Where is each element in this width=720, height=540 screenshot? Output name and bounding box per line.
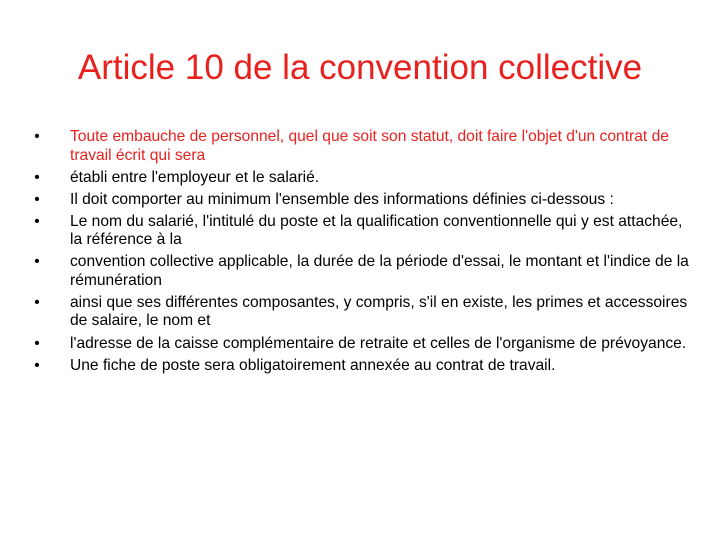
bullet-icon: • — [34, 190, 40, 208]
bullet-icon: • — [34, 212, 40, 230]
bullet-text: Le nom du salarié, l'intitulé du poste et la qualification conventionnelle qui y est attachée, la référence à la — [70, 212, 683, 249]
bullet-item — [30, 335, 690, 354]
bullet-icon: • — [34, 293, 40, 311]
bullet-item — [30, 213, 690, 250]
bullet-icon: • — [34, 128, 40, 145]
bullet-icon: • — [34, 253, 40, 271]
bullet-text: établi entre l'employeur et le salarié. — [70, 168, 320, 186]
bullet-icon: • — [34, 356, 40, 374]
bullet-item — [30, 357, 690, 376]
bullet-icon: • — [34, 334, 40, 352]
bullet-icon: • — [34, 168, 40, 186]
bullet-item — [30, 253, 690, 290]
bullet-text: Une fiche de poste sera obligatoirement annexée au contrat de travail. — [70, 356, 556, 374]
bullet-text: ainsi que ses différentes composantes, y compris, s'il en existe, les primes et accessoires de salaire, le nom et — [70, 293, 688, 330]
bullet-text: Toute embauche de personnel, quel que soit son statut, doit faire l'objet d'un contrat de travail écrit qui sera — [70, 128, 669, 164]
bullet-item — [30, 128, 690, 165]
bullet-item — [30, 191, 690, 210]
slide-title: Article 10 de la convention collective — [77, 48, 643, 87]
bullet-text: convention collective applicable, la durée de la période d'essai, le montant et l'indice de la rémunération — [70, 253, 689, 289]
bullet-text: Il doit comporter au minimum l'ensemble des informations définies ci-dessous : — [70, 190, 614, 208]
bullet-item — [30, 294, 690, 331]
bullet-list — [30, 128, 690, 379]
bullet-item — [30, 169, 690, 188]
bullet-text: l'adresse de la caisse complémentaire de retraite et celles de l'organisme de prévoyance. — [70, 334, 687, 352]
